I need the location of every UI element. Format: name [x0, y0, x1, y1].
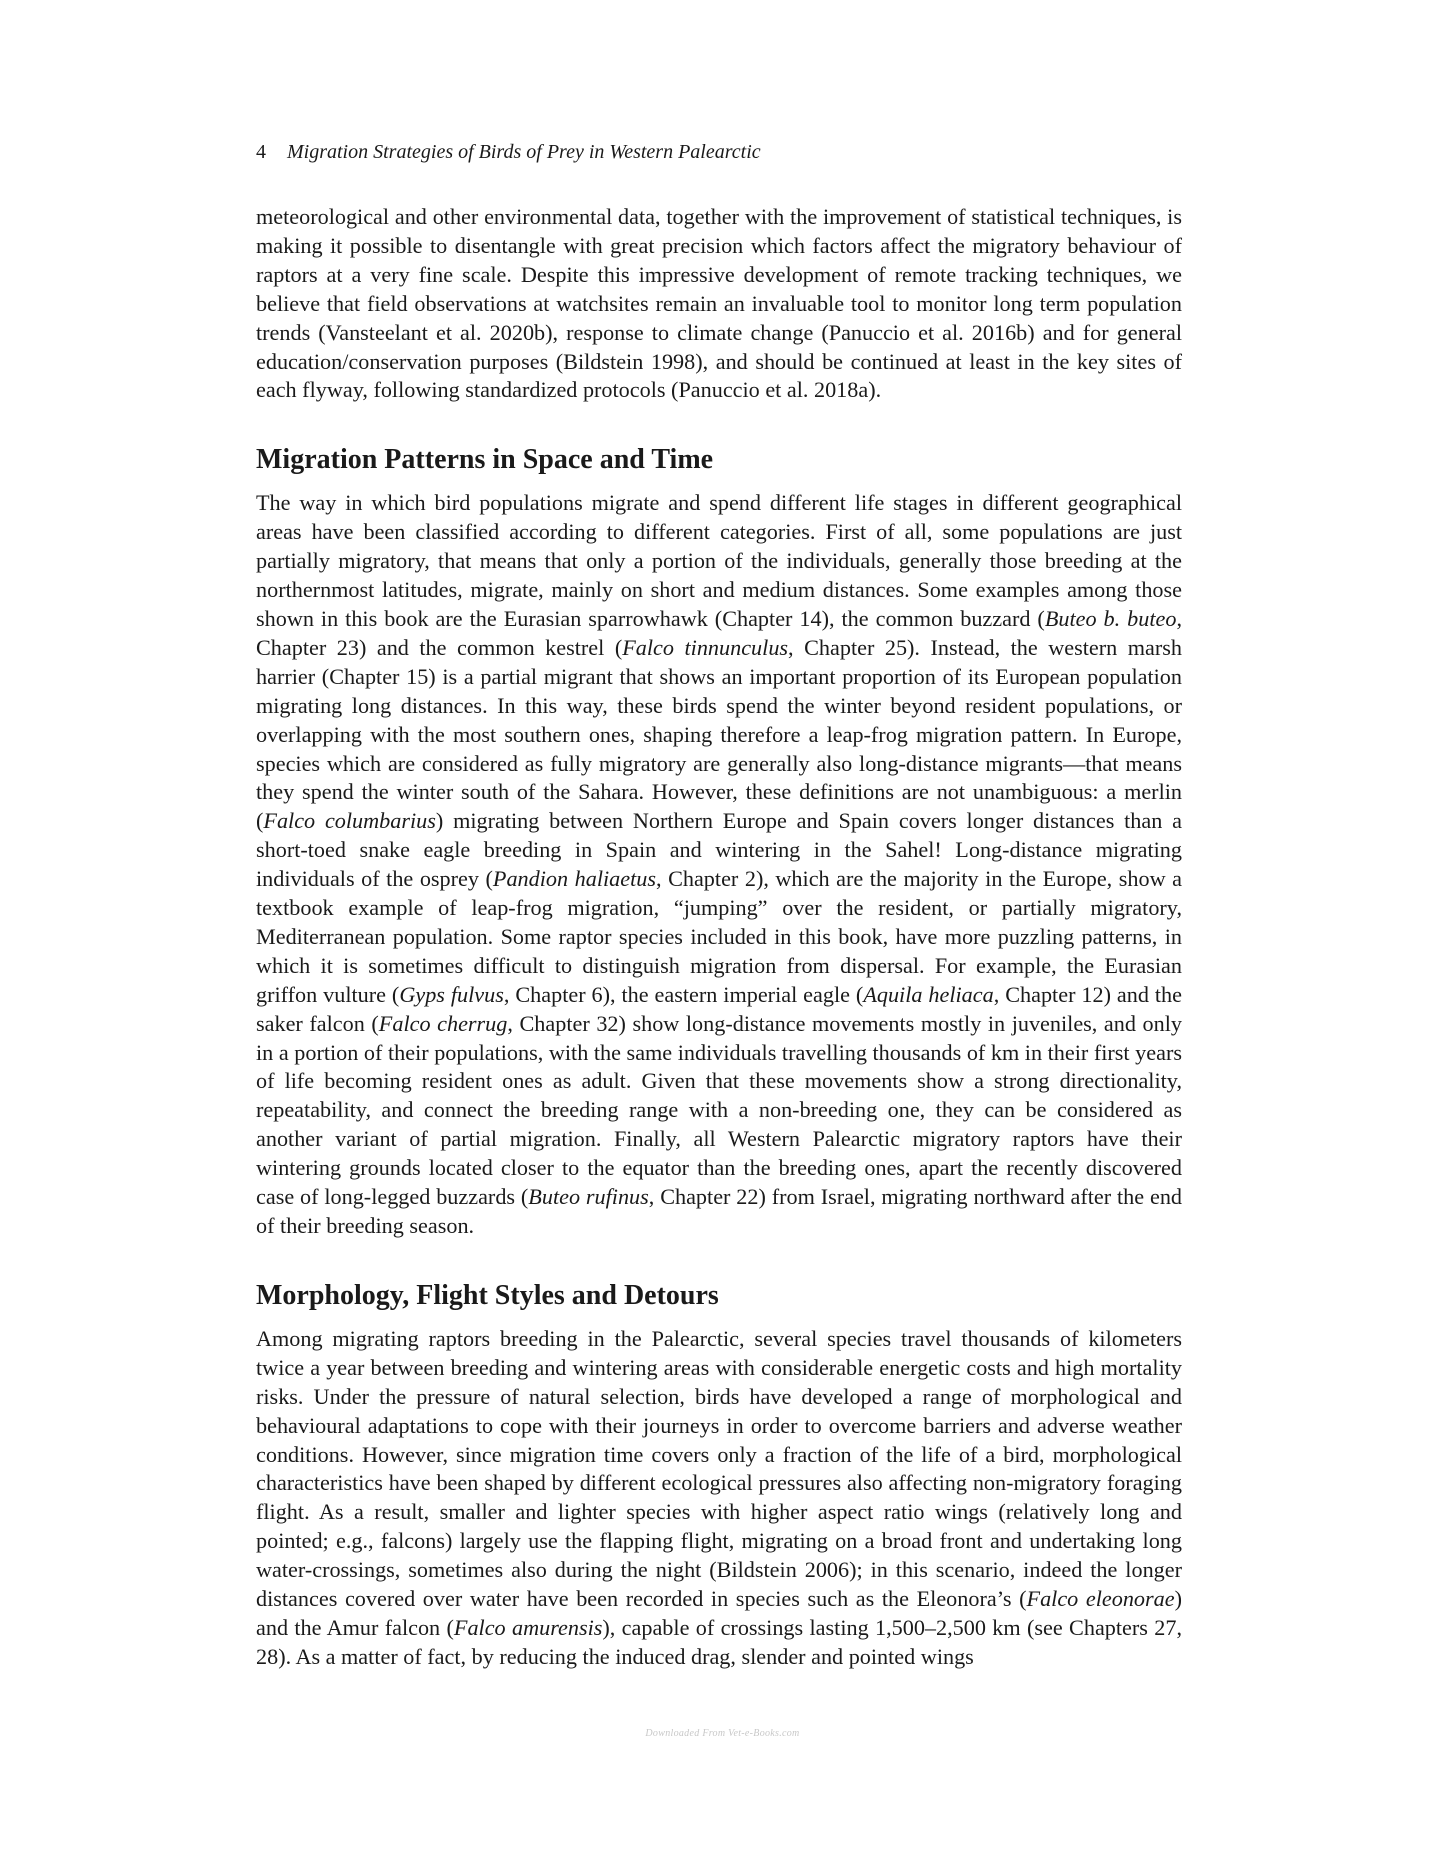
species-name: Falco cherrug — [378, 1010, 508, 1036]
species-name: Falco amurensis — [453, 1614, 603, 1640]
body-text — [256, 203, 1182, 1672]
species-name: Gyps fulvus — [399, 981, 504, 1007]
page-number: 4 — [256, 141, 266, 163]
watermark: Downloaded From Vet-e-Books.com — [645, 1728, 800, 1739]
species-name: Buteo rufinus — [528, 1184, 649, 1210]
morphology-paragraph: Among migrating raptors breeding in the Palearctic, several species travel thousands of kilometers twice a year between breeding and wintering areas with considerable energetic costs and high mortality risks. Under the pressure of natural selection, birds have developed a range of morphological and behavioural adaptations to cope with their journeys in order to overcome barriers and adverse weather conditions. However, since migration time covers only a fraction of the life of a bird, morphological characteristics have been shaped by different ecological pressures also affecting non-migratory foraging flight. As a result, smaller and lighter species with higher aspect ratio wings (relatively long and pointed; e.g., falcons) largely use the flapping flight, migrating on a broad front and undertaking long water-crossings, sometimes also during the night (Bildstein 2006); in this scenario, indeed the longer distances covered over water have been recorded in species such as the Eleonora’s (Falco eleonorae) and the Amur falcon (Falco amurensis), capable of crossings lasting 1,500–2,500 km (see Chapters 27, 28). As a matter of fact, by reducing the induced drag, slender and pointed wings — [256, 1325, 1182, 1669]
section-heading-migration-patterns: Migration Patterns in Space and Time — [256, 444, 714, 476]
species-name: Falco tinnunculus — [622, 634, 789, 660]
migration-patterns-paragraph: The way in which bird populations migrate and spend different life stages in different geographical areas have been classified according to different categories. First of all, some populations are just partially migratory, that means that only a portion of the individuals, generally those breeding at the northernmost latitudes, migrate, mainly on short and medium distances. Some examples among those shown in this book are the Eurasian sparrowhawk (Chapter 14), the common buzzard (Buteo b. buteo, Chapter 23) and the common kestrel (Falco tinnunculus, Chapter 25). Instead, the western marsh harrier (Chapter 15) is a partial migrant that shows an important proportion of its European population migrating long distances. In this way, these birds spend the winter beyond resident populations, or overlapping with the most southern ones, shaping therefore a leap-frog migration pattern. In Europe, species which are considered as fully migratory are generally also long-distance migrants—that means they spend the winter south of the Sahara. However, these definitions are not unambiguous: a merlin (Falco columbarius) migrating between Northern Europe and Spain covers longer distances than a short-toed snake eagle breeding in Spain and wintering in the Sahel! Long-distance migrating individuals of the osprey (Pandion haliaetus, Chapter 2), which are the majority in the Europe, show a textbook example of leap-frog migration, “jumping” over the resident, or partially migratory, Mediterranean population. Some raptor species included in this book, have more puzzling patterns, in which it is sometimes difficult to distinguish migration from dispersal. For example, the Eurasian griffon vulture (Gyps fulvus, Chapter 6), the eastern imperial eagle (Aquila heliaca, Chapter 12) and the saker falcon (Falco cherrug, Chapter 32) show long-distance movements mostly in juveniles, and only in a portion of their populations, with the same individuals travelling thousands of km in their first years of life becoming resident ones as adult. Given that these movements show a strong directionality, repeatability, and connect the breeding range with a non-breeding one, they can be considered as another variant of partial migration. Finally, all Western Palearctic migratory raptors have their wintering grounds located closer to the equator than the breeding ones, apart the recently discovered case of long-legged buzzards (Buteo rufinus, Chapter 22) from Israel, migrating northward after the end of their breeding season. — [256, 490, 1183, 1238]
species-name: Aquila heliaca — [863, 981, 994, 1007]
species-name: Pandion haliaetus — [492, 866, 656, 892]
species-name: Falco eleonorae — [1026, 1586, 1175, 1612]
species-name: Falco columbarius — [263, 808, 436, 834]
intro-paragraph: meteorological and other environmental data, together with the improvement of statistical techniques, is making it possible to disentangle with great precision which factors affect the migratory behaviour of raptors at a very fine scale. Despite this impressive development of remote tracking techniques, we believe that field observations at watchsites remain an invaluable tool to monitor long term population trends (Vansteelant et al. 2020b), response to climate change (Panuccio et al. 2016b) and for general education/conservation purposes (Bildstein 1998), and should be continued at least in the key sites of each flyway, following standardized protocols (Panuccio et al. 2018a). — [256, 204, 1182, 403]
running-head — [256, 140, 761, 164]
species-name: Buteo b. buteo — [1044, 605, 1177, 631]
section-heading-morphology: Morphology, Flight Styles and Detours — [256, 1279, 719, 1311]
running-title: Migration Strategies of Birds of Prey in Western Palearctic — [287, 141, 761, 163]
